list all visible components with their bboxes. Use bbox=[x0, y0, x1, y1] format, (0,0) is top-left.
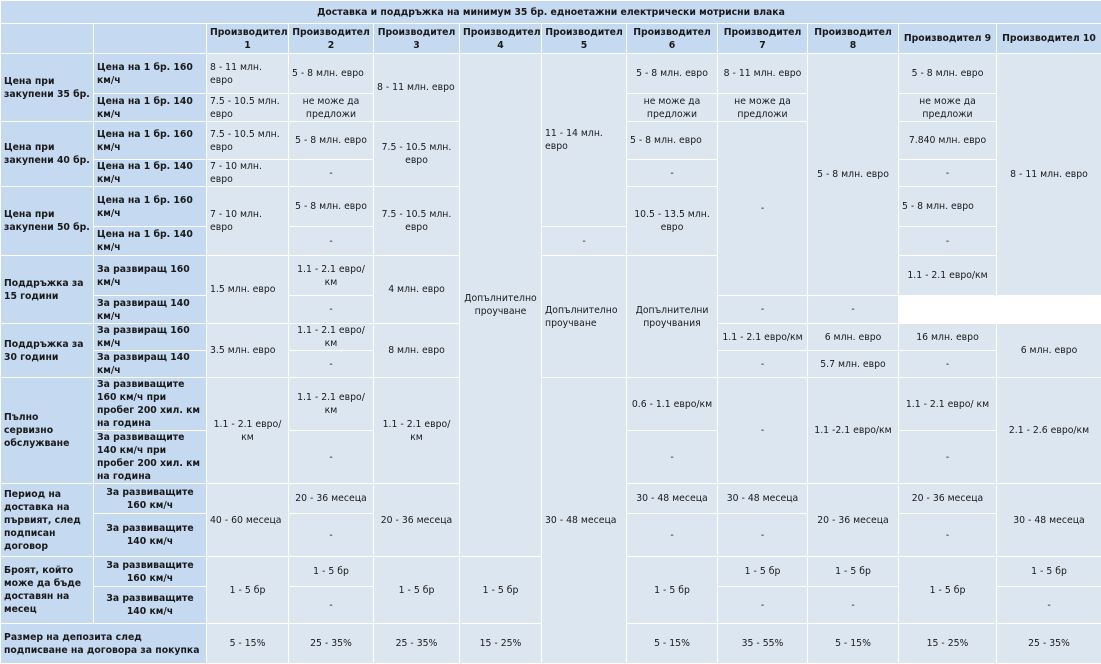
table-cell: 5 - 15% bbox=[627, 624, 718, 664]
table-cell: - bbox=[718, 378, 808, 484]
table-cell: 0.6 - 1.1 евро/км bbox=[627, 378, 718, 431]
sub-label: За развиващите 160 км/ч bbox=[94, 557, 207, 587]
header-producer-3: Производител 3 bbox=[374, 24, 460, 54]
table-cell: 5 - 8 млн. евро bbox=[808, 54, 899, 296]
table-cell: Допълнителни проучвания bbox=[627, 256, 718, 378]
table-cell: Допълнително проучване bbox=[460, 54, 542, 557]
table-cell: 7.840 млн. евро bbox=[899, 122, 997, 160]
table-cell: 7 - 10 млн. евро bbox=[207, 160, 289, 187]
table-cell: - bbox=[289, 227, 374, 256]
table-cell: - bbox=[627, 431, 718, 484]
table-cell: 10.5 - 13.5 млн. евро bbox=[627, 187, 718, 256]
row-label-full-service: Пълно сервизно обслужване bbox=[1, 378, 94, 484]
table-cell: 5 - 8 млн. евро bbox=[627, 122, 718, 160]
header-producer-7: Производител 7 bbox=[718, 24, 808, 54]
sub-label: За развиращ 140 км/ч bbox=[94, 296, 207, 324]
table-cell: 30 - 48 месеца bbox=[997, 484, 1101, 557]
table-cell: 20 - 36 месеца bbox=[899, 484, 997, 514]
table-cell: 30 - 48 месеца bbox=[718, 484, 808, 514]
table-cell: 5 - 15% bbox=[207, 624, 289, 664]
table-cell: 1 - 5 бр bbox=[718, 557, 808, 587]
table-cell: 15 - 25% bbox=[460, 624, 542, 664]
table-cell: 1 - 5 бр bbox=[289, 557, 374, 587]
table-cell: - bbox=[627, 160, 718, 187]
table-cell: 20 - 36 месеца bbox=[289, 484, 374, 514]
table-cell: 1.1 -2.1 евро/км bbox=[808, 378, 899, 484]
table-cell: 35 - 55% bbox=[718, 624, 808, 664]
table-cell: 5 - 8 млн. евро bbox=[899, 187, 997, 227]
table-cell: 5 - 8 млн. евро bbox=[627, 54, 718, 94]
table-cell: - bbox=[289, 431, 374, 484]
table-cell: - bbox=[289, 296, 374, 324]
table-cell: 5.7 млн. евро bbox=[808, 351, 899, 378]
table-cell: - bbox=[808, 296, 899, 324]
table-cell: 1.1 - 2.1 евро/км bbox=[718, 324, 808, 351]
table-cell: не може да предложи bbox=[718, 94, 808, 122]
sub-label: Цена на 1 бр. 140 км/ч bbox=[94, 94, 207, 122]
table-cell: 1 - 5 бр bbox=[627, 557, 718, 624]
table-cell: 1.1 - 2.1 евро/км bbox=[899, 256, 997, 296]
table-cell: 11 - 14 млн. евро bbox=[542, 54, 627, 227]
table-cell: 8 млн. евро bbox=[374, 324, 460, 378]
table-cell: 1 - 5 бр bbox=[207, 557, 289, 624]
sub-label: Цена на 1 бр. 160 км/ч bbox=[94, 122, 207, 160]
row-label-price-35: Цена при закупени 35 бр. bbox=[1, 54, 94, 122]
table-cell: - bbox=[808, 587, 899, 624]
table-cell: 6 млн. евро bbox=[808, 324, 899, 351]
table-cell: не може да предложи bbox=[899, 94, 997, 122]
row-label-delivery-period: Период на доставка на първият, след подписан договор bbox=[1, 484, 94, 557]
table-title: Доставка и поддръжка на минимум 35 бр. едноетажни електрически мотрисни влака bbox=[1, 1, 1101, 24]
sub-label: Цена на 1 бр. 140 км/ч bbox=[94, 160, 207, 187]
table-cell: 8 - 11 млн. евро bbox=[997, 54, 1101, 296]
header-producer-2: Производител 2 bbox=[289, 24, 374, 54]
table-cell: 8 - 11 млн. евро bbox=[207, 54, 289, 94]
table-cell: 1.1 - 2.1 евро/ км bbox=[289, 324, 374, 351]
table-cell: 6 млн. евро bbox=[997, 324, 1101, 378]
table-cell: - bbox=[899, 514, 997, 557]
table-cell: 3.5 млн. евро bbox=[207, 324, 289, 378]
header-producer-8: Производител 8 bbox=[808, 24, 899, 54]
sub-label: Цена на 1 бр. 160 км/ч bbox=[94, 54, 207, 94]
table-cell: 1 - 5 бр bbox=[374, 557, 460, 624]
table-cell: 30 - 48 месеца bbox=[542, 378, 627, 664]
table-cell: - bbox=[718, 587, 808, 624]
table-cell: 7.5 - 10.5 млн. евро bbox=[374, 187, 460, 256]
table-cell: - bbox=[899, 227, 997, 256]
table-cell: не може да предложи bbox=[627, 94, 718, 122]
table-cell: не може да предложи bbox=[289, 94, 374, 122]
table-cell: - bbox=[718, 122, 808, 296]
table-cell: - bbox=[627, 514, 718, 557]
table-cell: 8 - 11 млн. евро bbox=[374, 54, 460, 122]
sub-label: Цена на 1 бр. 160 км/ч bbox=[94, 187, 207, 227]
header-producer-4: Производител 4 bbox=[460, 24, 542, 54]
sub-label: За развиращ 160 км/ч bbox=[94, 256, 207, 296]
table-cell: 5 - 8 млн. евро bbox=[289, 54, 374, 94]
table-cell: - bbox=[718, 351, 808, 378]
row-label-price-50: Цена при закупени 50 бр. bbox=[1, 187, 94, 256]
table-cell: - bbox=[899, 351, 997, 378]
table-cell: - bbox=[718, 514, 808, 557]
sub-label: За развиващите 140 км/ч bbox=[94, 587, 207, 624]
table-cell: 20 - 36 месеца bbox=[808, 484, 899, 557]
table-cell: 5 - 8 млн. евро bbox=[289, 187, 374, 227]
table-cell: 30 - 48 месеца bbox=[627, 484, 718, 514]
table-cell: - bbox=[289, 587, 374, 624]
header-producer-1: Производител 1 bbox=[207, 24, 289, 54]
table-cell: 1.5 млн. евро bbox=[207, 256, 289, 324]
table-cell: - bbox=[718, 296, 808, 324]
table-cell: 2.1 - 2.6 евро/км bbox=[997, 378, 1101, 484]
header-producer-9: Производител 9 bbox=[899, 24, 997, 54]
sub-label: За развиващите 160 км/ч при пробег 200 хил. км на година bbox=[94, 378, 207, 431]
table-cell: 15 - 25% bbox=[899, 624, 997, 664]
table-cell: 5 - 8 млн. евро bbox=[899, 54, 997, 94]
table-cell: - bbox=[289, 160, 374, 187]
table-cell: - bbox=[289, 514, 374, 557]
table-cell: 1 - 5 бр bbox=[460, 557, 542, 624]
row-label-support-30: Поддръжка за 30 години bbox=[1, 324, 94, 378]
header-producer-10: Производител 10 bbox=[997, 24, 1101, 54]
sub-label: За развиращ 140 км/ч bbox=[94, 351, 207, 378]
table-cell: 25 - 35% bbox=[289, 624, 374, 664]
table-cell: 1 - 5 бр bbox=[997, 557, 1101, 587]
sub-label: За развиващите 140 км/ч при пробег 200 хил. км на година bbox=[94, 431, 207, 484]
table-cell: 1.1 - 2.1 евро/ км bbox=[289, 378, 374, 431]
header-producer-6: Производител 6 bbox=[627, 24, 718, 54]
table-cell: 16 млн. евро bbox=[899, 324, 997, 351]
table-cell: - bbox=[542, 227, 627, 256]
row-label-deposit: Размер на депозита след подписване на договора за покупка bbox=[1, 624, 207, 664]
table-cell: 25 - 35% bbox=[997, 624, 1101, 664]
table-cell: Допълнително проучване bbox=[542, 256, 627, 378]
table-cell: 7.5 - 10.5 млн. евро bbox=[374, 122, 460, 187]
table-cell: - bbox=[899, 160, 997, 187]
corner-cell bbox=[94, 24, 207, 54]
table-cell: 1.1 - 2.1 евро/км bbox=[207, 378, 289, 484]
table-cell: - bbox=[997, 587, 1101, 624]
sub-label: За развиващите 140 км/ч bbox=[94, 514, 207, 557]
table-cell: 1 - 5 бр bbox=[899, 557, 997, 624]
row-label-support-15: Поддръжка за 15 години bbox=[1, 256, 94, 324]
table-cell: 5 - 15% bbox=[808, 624, 899, 664]
table-cell: 25 - 35% bbox=[374, 624, 460, 664]
table-cell: 4 млн. евро bbox=[374, 256, 460, 324]
sub-label: Цена на 1 бр. 140 км/ч bbox=[94, 227, 207, 256]
table-cell: 1.1 - 2.1 евро/км bbox=[374, 378, 460, 484]
table-cell: - bbox=[899, 431, 997, 484]
table-cell: - bbox=[289, 351, 374, 378]
sub-label: За развиращ 160 км/ч bbox=[94, 324, 207, 351]
table-cell: 1 - 5 бр bbox=[808, 557, 899, 587]
table-cell: 5 - 8 млн. евро bbox=[289, 122, 374, 160]
table-cell: 1.1 - 2.1 евро/ км bbox=[899, 378, 997, 431]
row-label-monthly-count: Броят, който може да бъде доставян на месец bbox=[1, 557, 94, 624]
table-cell: 7.5 - 10.5 млн. евро bbox=[207, 122, 289, 160]
table-cell: 7.5 - 10.5 млн. евро bbox=[207, 94, 289, 122]
corner-cell bbox=[1, 24, 94, 54]
table-cell: 20 - 36 месеца bbox=[374, 484, 460, 557]
table-cell: 7 - 10 млн. евро bbox=[207, 187, 289, 256]
sub-label: За развиващите 160 км/ч bbox=[94, 484, 207, 514]
table-cell: 8 - 11 млн. евро bbox=[718, 54, 808, 94]
table-cell: 1.1 - 2.1 евро/ км bbox=[289, 256, 374, 296]
table-cell: 40 - 60 месеца bbox=[207, 484, 289, 557]
header-producer-5: Производител 5 bbox=[542, 24, 627, 54]
row-label-price-40: Цена при закупени 40 бр. bbox=[1, 122, 94, 187]
